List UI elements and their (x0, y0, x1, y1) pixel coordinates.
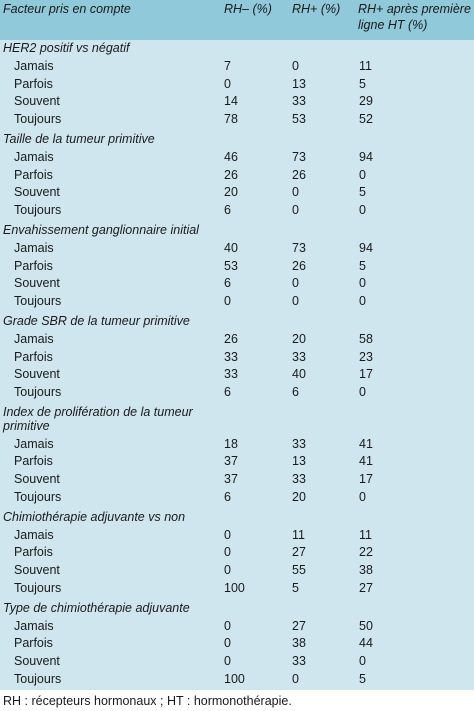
cell-rh-pos-after-line: 94 (359, 149, 373, 164)
cell-rh-pos: 13 (292, 454, 306, 469)
section-title-text: Index de prolifération de la tumeur (3, 405, 193, 419)
row-label: Parfois (14, 636, 53, 651)
row-label: Souvent (14, 563, 60, 578)
table-row (0, 275, 474, 293)
table-footnote: RH : récepteurs hormonaux ; HT : hormonothérapie. (3, 694, 292, 708)
section-title-text: primitive (3, 418, 50, 433)
cell-rh-pos: 0 (292, 58, 299, 73)
row-label: Jamais (14, 527, 54, 542)
cell-rh-pos-after-line: 27 (359, 581, 373, 595)
cell-rh-pos-after-line: 0 (359, 490, 366, 504)
cell-rh-neg: 0 (224, 527, 231, 542)
table-row (0, 489, 474, 507)
cell-rh-pos: 0 (292, 203, 299, 218)
row-label: Toujours (14, 581, 62, 595)
section-title (0, 222, 474, 240)
table-row (0, 349, 474, 367)
cell-rh-neg: 37 (224, 454, 238, 469)
table-row (0, 167, 474, 185)
table-row (0, 76, 474, 94)
cell-rh-pos: 6 (292, 385, 299, 400)
cell-rh-pos-after-line: 41 (359, 454, 373, 469)
table-row (0, 366, 474, 384)
cell-rh-neg: 0 (224, 563, 231, 578)
row-label: Parfois (14, 545, 53, 560)
cell-rh-pos: 27 (292, 545, 306, 560)
cell-rh-neg: 26 (224, 167, 238, 182)
cell-rh-neg: 0 (224, 618, 231, 633)
row-label: Souvent (14, 367, 60, 382)
cell-rh-neg: 0 (224, 76, 231, 91)
cell-rh-pos-after-line: 23 (359, 349, 373, 364)
table-row (0, 58, 474, 76)
section-title (0, 600, 474, 618)
row-label: Souvent (14, 94, 60, 109)
cell-rh-pos: 33 (292, 654, 306, 669)
row-label: Jamais (14, 58, 54, 73)
cell-rh-pos-after-line: 17 (359, 367, 373, 382)
cell-rh-neg: 100 (224, 581, 245, 595)
table-row (0, 331, 474, 349)
cell-rh-pos-after-line: 50 (359, 618, 373, 633)
header-rh-pos: RH+ (%) (292, 2, 341, 16)
cell-rh-neg: 18 (224, 436, 238, 451)
cell-rh-pos: 38 (292, 636, 306, 651)
row-label: Parfois (14, 349, 53, 364)
row-label: Parfois (14, 258, 53, 273)
table-row (0, 635, 474, 653)
row-label: Parfois (14, 454, 53, 469)
table-row (0, 258, 474, 276)
cell-rh-neg: 20 (224, 185, 238, 200)
section-title-text: Chimiothérapie adjuvante vs non (3, 509, 186, 524)
table-row (0, 293, 474, 311)
section-title-text: Envahissement ganglionnaire initial (3, 223, 199, 237)
row-label: Toujours (14, 490, 62, 504)
cell-rh-pos: 33 (292, 436, 306, 451)
header-rh-pos-after-line-1: RH+ après première (358, 2, 471, 16)
table-row (0, 618, 474, 636)
header-rh-pos-after-line-2: ligne HT (%) (358, 18, 428, 32)
header-rh-neg: RH– (%) (224, 2, 272, 16)
cell-rh-pos: 0 (292, 276, 299, 291)
section-title-text: HER2 positif vs négatif (3, 41, 130, 55)
cell-rh-neg: 40 (224, 240, 238, 255)
table-row (0, 453, 474, 471)
cell-rh-pos-after-line: 29 (359, 94, 373, 109)
cell-rh-neg: 37 (224, 472, 238, 487)
row-label: Toujours (14, 112, 62, 127)
cell-rh-neg: 78 (224, 112, 238, 127)
section-title-continued (0, 418, 474, 436)
header-factor: Facteur pris en compte (3, 2, 131, 16)
table-row (0, 580, 474, 598)
table-row (0, 184, 474, 202)
table-row (0, 93, 474, 111)
cell-rh-pos: 55 (292, 563, 306, 578)
cell-rh-pos-after-line: 94 (359, 240, 373, 255)
cell-rh-pos-after-line: 0 (359, 167, 366, 182)
row-label: Souvent (14, 472, 60, 487)
row-label: Jamais (14, 436, 54, 451)
cell-rh-pos: 0 (292, 294, 299, 309)
cell-rh-neg: 53 (224, 258, 238, 273)
table-row (0, 111, 474, 129)
table-row (0, 653, 474, 671)
row-label: Parfois (14, 76, 53, 91)
cell-rh-pos: 53 (292, 112, 306, 127)
row-label: Toujours (14, 203, 62, 218)
cell-rh-neg: 0 (224, 654, 231, 669)
table-row (0, 240, 474, 258)
cell-rh-neg: 33 (224, 349, 238, 364)
cell-rh-pos: 26 (292, 258, 306, 273)
cell-rh-pos-after-line: 5 (359, 185, 366, 200)
row-label: Souvent (14, 654, 60, 669)
table-row (0, 384, 474, 402)
cell-rh-pos: 5 (292, 581, 299, 595)
table-row (0, 544, 474, 562)
header-rh-pos-after-line (358, 1, 471, 33)
cell-rh-pos: 73 (292, 240, 306, 255)
row-label: Toujours (14, 294, 62, 309)
cell-rh-pos: 20 (292, 331, 306, 346)
table-header (0, 0, 474, 40)
table-row (0, 671, 474, 689)
table-row (0, 436, 474, 454)
section-title-text: Taille de la tumeur primitive (3, 132, 155, 146)
cell-rh-pos-after-line: 5 (359, 672, 366, 686)
section-title (0, 509, 474, 527)
table-row (0, 527, 474, 545)
cell-rh-pos-after-line: 17 (359, 472, 373, 487)
table-row (0, 562, 474, 580)
cell-rh-neg: 14 (224, 94, 238, 109)
cell-rh-neg: 100 (224, 672, 245, 686)
cell-rh-pos-after-line: 0 (359, 294, 366, 309)
cell-rh-pos-after-line: 58 (359, 331, 373, 346)
cell-rh-neg: 6 (224, 385, 231, 400)
cell-rh-neg: 6 (224, 203, 231, 218)
table-row (0, 471, 474, 489)
table-row (0, 202, 474, 220)
section-title-text: Type de chimiothérapie adjuvante (3, 600, 190, 615)
cell-rh-pos-after-line: 0 (359, 203, 366, 218)
table-row (0, 149, 474, 167)
row-label: Toujours (14, 672, 62, 686)
row-label: Jamais (14, 240, 54, 255)
row-label: Parfois (14, 167, 53, 182)
cell-rh-pos: 33 (292, 349, 306, 364)
cell-rh-pos-after-line: 22 (359, 545, 373, 560)
cell-rh-neg: 7 (224, 58, 231, 73)
cell-rh-neg: 0 (224, 294, 231, 309)
section-title-text: Grade SBR de la tumeur primitive (3, 314, 190, 328)
row-label: Souvent (14, 276, 60, 291)
cell-rh-pos-after-line: 41 (359, 436, 373, 451)
section-title (0, 131, 474, 149)
cell-rh-pos-after-line: 0 (359, 276, 366, 291)
cell-rh-neg: 6 (224, 276, 231, 291)
cell-rh-neg: 33 (224, 367, 238, 382)
cell-rh-neg: 0 (224, 545, 231, 560)
cell-rh-neg: 26 (224, 331, 238, 346)
cell-rh-pos-after-line: 11 (359, 527, 372, 542)
cell-rh-pos: 0 (292, 185, 299, 200)
cell-rh-pos-after-line: 5 (359, 76, 366, 91)
row-label: Toujours (14, 385, 62, 400)
cell-rh-neg: 46 (224, 149, 238, 164)
cell-rh-pos: 27 (292, 618, 306, 633)
cell-rh-pos-after-line: 0 (359, 654, 366, 669)
cell-rh-pos-after-line: 5 (359, 258, 366, 273)
row-label: Jamais (14, 149, 54, 164)
cell-rh-pos: 26 (292, 167, 306, 182)
cell-rh-pos-after-line: 44 (359, 636, 373, 651)
row-label: Jamais (14, 618, 54, 633)
row-label: Souvent (14, 185, 60, 200)
cell-rh-pos: 0 (292, 672, 299, 686)
cell-rh-pos: 13 (292, 76, 306, 91)
cell-rh-pos-after-line: 11 (359, 58, 372, 73)
row-label: Jamais (14, 331, 54, 346)
cell-rh-pos-after-line: 0 (359, 385, 366, 400)
section-title (0, 313, 474, 331)
cell-rh-pos: 33 (292, 472, 306, 487)
cell-rh-pos: 11 (292, 527, 305, 542)
cell-rh-pos: 73 (292, 149, 306, 164)
cell-rh-neg: 0 (224, 636, 231, 651)
cell-rh-pos: 33 (292, 94, 306, 109)
cell-rh-pos-after-line: 38 (359, 563, 373, 578)
cell-rh-pos-after-line: 52 (359, 112, 373, 127)
section-title (0, 40, 474, 58)
cell-rh-pos: 40 (292, 367, 306, 382)
cell-rh-pos: 20 (292, 490, 306, 504)
cell-rh-neg: 6 (224, 490, 231, 504)
